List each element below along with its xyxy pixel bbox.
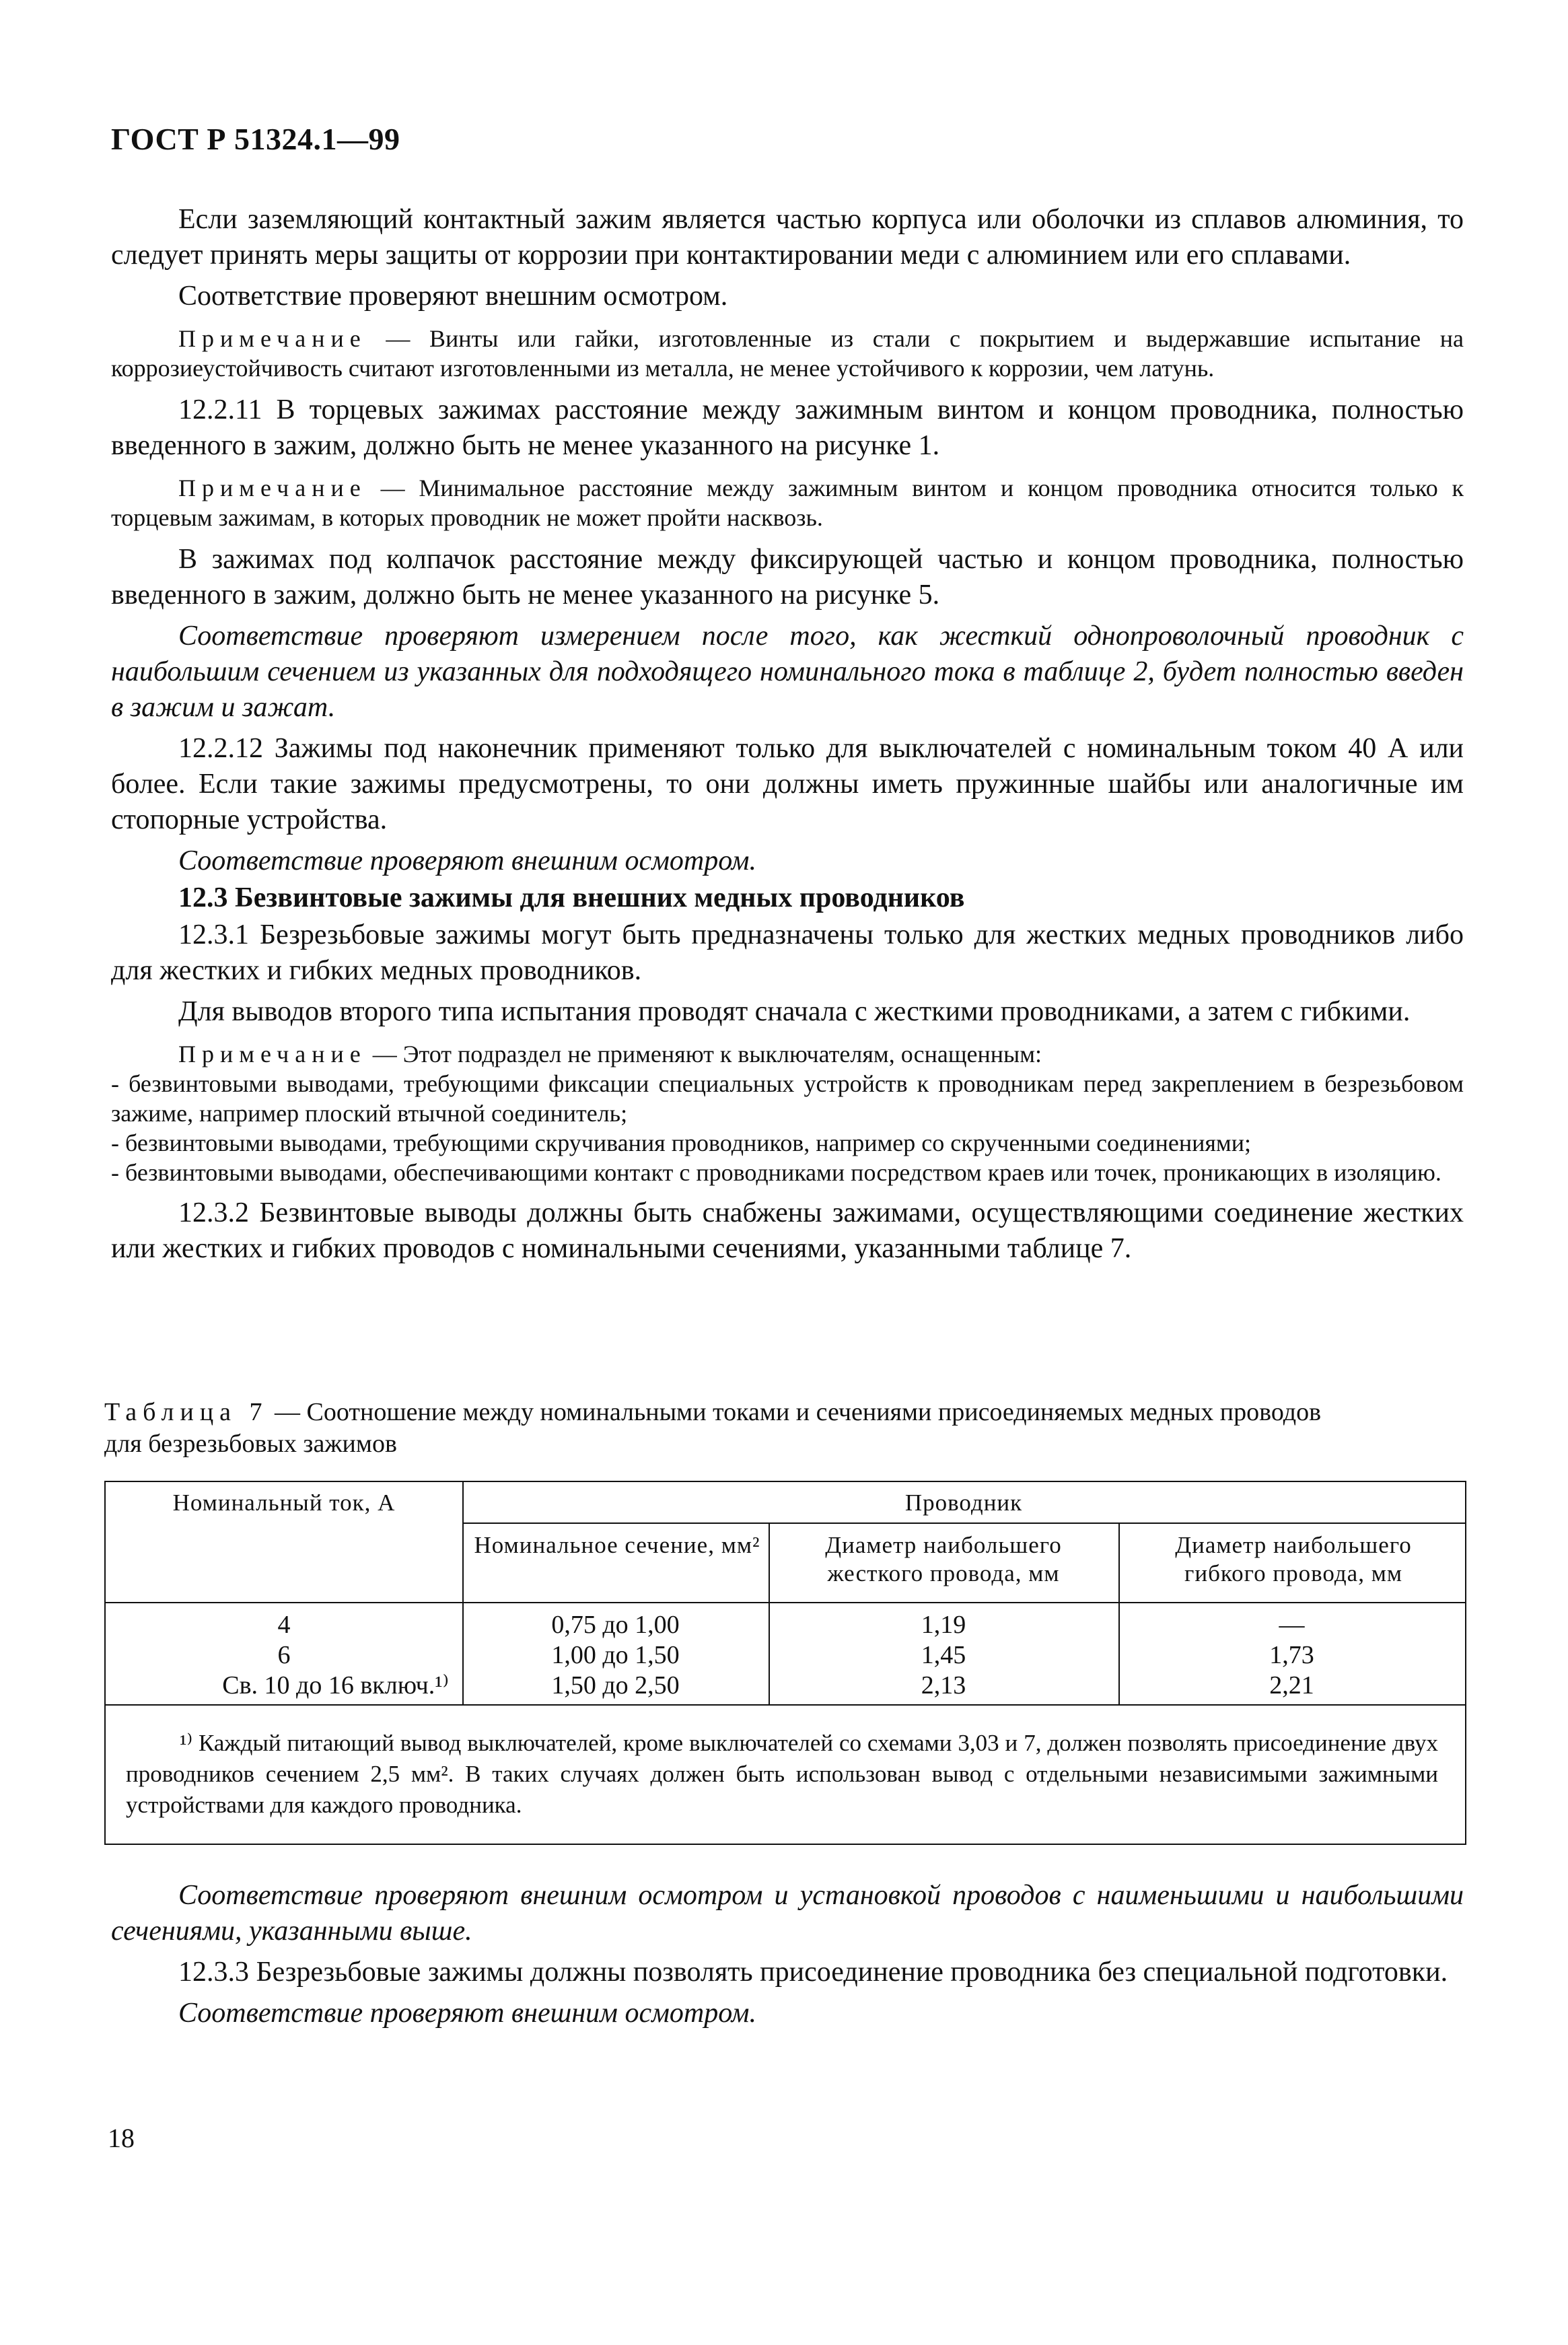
column-header-section-text: Номинальное сечение, мм² <box>474 1532 760 1558</box>
note <box>111 473 1464 532</box>
note-text: — Винты или гайки, изготовленные из стали с покрытием и выдержавшие испытание на коррозиеустойчивость считают изготовленными из металла, не менее устойчивого к коррозии, чем латунь. <box>111 325 1464 382</box>
paragraph-italic: Соответствие проверяют внешним осмотром. <box>178 1998 756 2029</box>
table-rule <box>462 1523 1465 1524</box>
table-rule <box>106 1602 1465 1603</box>
page-number: 18 <box>108 2123 135 2153</box>
table-footnote: ¹⁾ Каждый питающий вывод выключателей, кроме выключателей со схемами 3,03 и 7, должен позволять присоединение двух проводников сечением 2,5 мм². В таких случаях должен быть использован вывод с отдельными независимыми зажимными устройствами для каждого проводника. <box>126 1730 1438 1818</box>
paragraph: В зажимах под колпачок расстояние между фиксирующей частью и концом проводника, полностью введенного в зажим, должно быть не менее указанного на рисунке 5. <box>111 544 1464 610</box>
note-label: Примечание <box>178 475 367 501</box>
body-text-top <box>111 202 1464 1267</box>
list-item: - безвинтовыми выводами, требующими скручивания проводников, например со скрученными соединениями; <box>111 1129 1251 1156</box>
column-header-flex: Диаметр наибольшего гибкого провода, мм <box>1175 1532 1412 1586</box>
cell-rigid: 1,45 <box>921 1641 966 1669</box>
paragraph: 12.3.1 Безрезьбовые зажимы могут быть предназначены только для жестких медных проводников либо для жестких и гибких медных проводников. <box>111 919 1464 986</box>
list-item: - безвинтовыми выводами, требующими фиксации специальных устройств к проводникам перед закреплением в безрезьбовом зажиме, например плоский втычной соединитель; <box>111 1070 1464 1127</box>
cell-flex: 1,73 <box>1269 1641 1314 1669</box>
cell-rigid: 2,13 <box>921 1671 966 1700</box>
paragraph: Соответствие проверяют внешним осмотром. <box>178 281 728 312</box>
document-header: ГОСТ Р 51324.1—99 <box>111 122 400 156</box>
body-text-bottom <box>111 1878 1464 2031</box>
cell-current: 4 <box>277 1611 291 1639</box>
paragraph: 12.2.12 Зажимы под наконечник применяют только для выключателей с номинальным током 40 А или более. Если такие зажимы предусмотрены, то они должны иметь пружинные шайбы или аналогичные им стопорные устройства. <box>111 733 1464 835</box>
cell-current: 6 <box>277 1641 291 1669</box>
paragraph-italic: Соответствие проверяют внешним осмотром. <box>178 845 756 876</box>
note-label: Примечание <box>178 1041 367 1068</box>
table-caption-text: — Соотношение между номинальными токами и сечениями присоединяемых медных проводов для безрезьбовых зажимов <box>104 1398 1322 1458</box>
cell-flex: 2,21 <box>1269 1671 1314 1700</box>
cell-section: 1,50 до 2,50 <box>551 1671 680 1700</box>
cell-section: 1,00 до 1,50 <box>551 1641 680 1669</box>
cell-flex: — <box>1279 1611 1305 1639</box>
paragraph: Если заземляющий контактный зажим является частью корпуса или оболочки из сплавов алюминия, то следует принять меры защиты от коррозии при контактировании меди с алюминием или его сплавами. <box>111 204 1464 271</box>
table-rule <box>106 1704 1465 1706</box>
list-item: - безвинтовыми выводами, обеспечивающими контакт с проводниками посредством краев или точек, проникающих в изоляцию. <box>111 1159 1441 1186</box>
column-header-rigid: Диаметр наибольшего жесткого провода, мм <box>825 1532 1062 1586</box>
paragraph: 12.2.11 В торцевых зажимах расстояние между зажимным винтом и концом проводника, полностью введенного в зажим, должно быть не менее указанного на рисунке 1. <box>111 394 1464 461</box>
paragraph-italic: Соответствие проверяют измерением после того, как жесткий однопроволочный проводник с наибольшим сечением из указанных для подходящего номинального тока в таблице 2, будет полностью введен в зажим и зажат. <box>111 621 1464 723</box>
paragraph: Для выводов второго типа испытания проводят сначала с жесткими проводниками, а затем с гибкими. <box>178 996 1411 1027</box>
column-header-section <box>469 1531 765 1560</box>
note <box>111 1039 1464 1069</box>
table-caption-label: Таблица 7 <box>104 1398 269 1426</box>
section-heading: 12.3 Безвинтовые зажимы для внешних медных проводников <box>178 882 965 913</box>
cell-current: Св. 10 до 16 включ.¹⁾ <box>222 1671 449 1700</box>
cell-section: 0,75 до 1,00 <box>551 1611 680 1639</box>
paragraph: 12.3.2 Безвинтовые выводы должны быть снабжены зажимами, осуществляющими соединение жестких или жестких и гибких проводов с номинальными сечениями, указанными таблице 7. <box>111 1197 1464 1264</box>
note-text: — Этот подраздел не применяют к выключателям, оснащенным: <box>372 1041 1042 1068</box>
column-group-header: Проводник <box>904 1490 1023 1516</box>
table-caption <box>104 1397 1356 1460</box>
paragraph-italic: Соответствие проверяют внешним осмотром и установкой проводов с наименьшими и наибольшими сечениями, указанными выше. <box>111 1880 1464 1947</box>
note <box>111 324 1464 383</box>
cell-rigid: 1,19 <box>921 1611 966 1639</box>
column-header-current: Номинальный ток, А <box>172 1490 396 1516</box>
data-table <box>104 1481 1466 1845</box>
note-text: — Минимальное расстояние между зажимным винтом и концом проводника относится только к торцевым зажимам, в которых проводник не может пройти насквозь. <box>111 475 1464 531</box>
paragraph: 12.3.3 Безрезьбовые зажимы должны позволять присоединение проводника без специальной подготовки. <box>178 1957 1448 1988</box>
note-label: Примечание <box>178 325 367 352</box>
